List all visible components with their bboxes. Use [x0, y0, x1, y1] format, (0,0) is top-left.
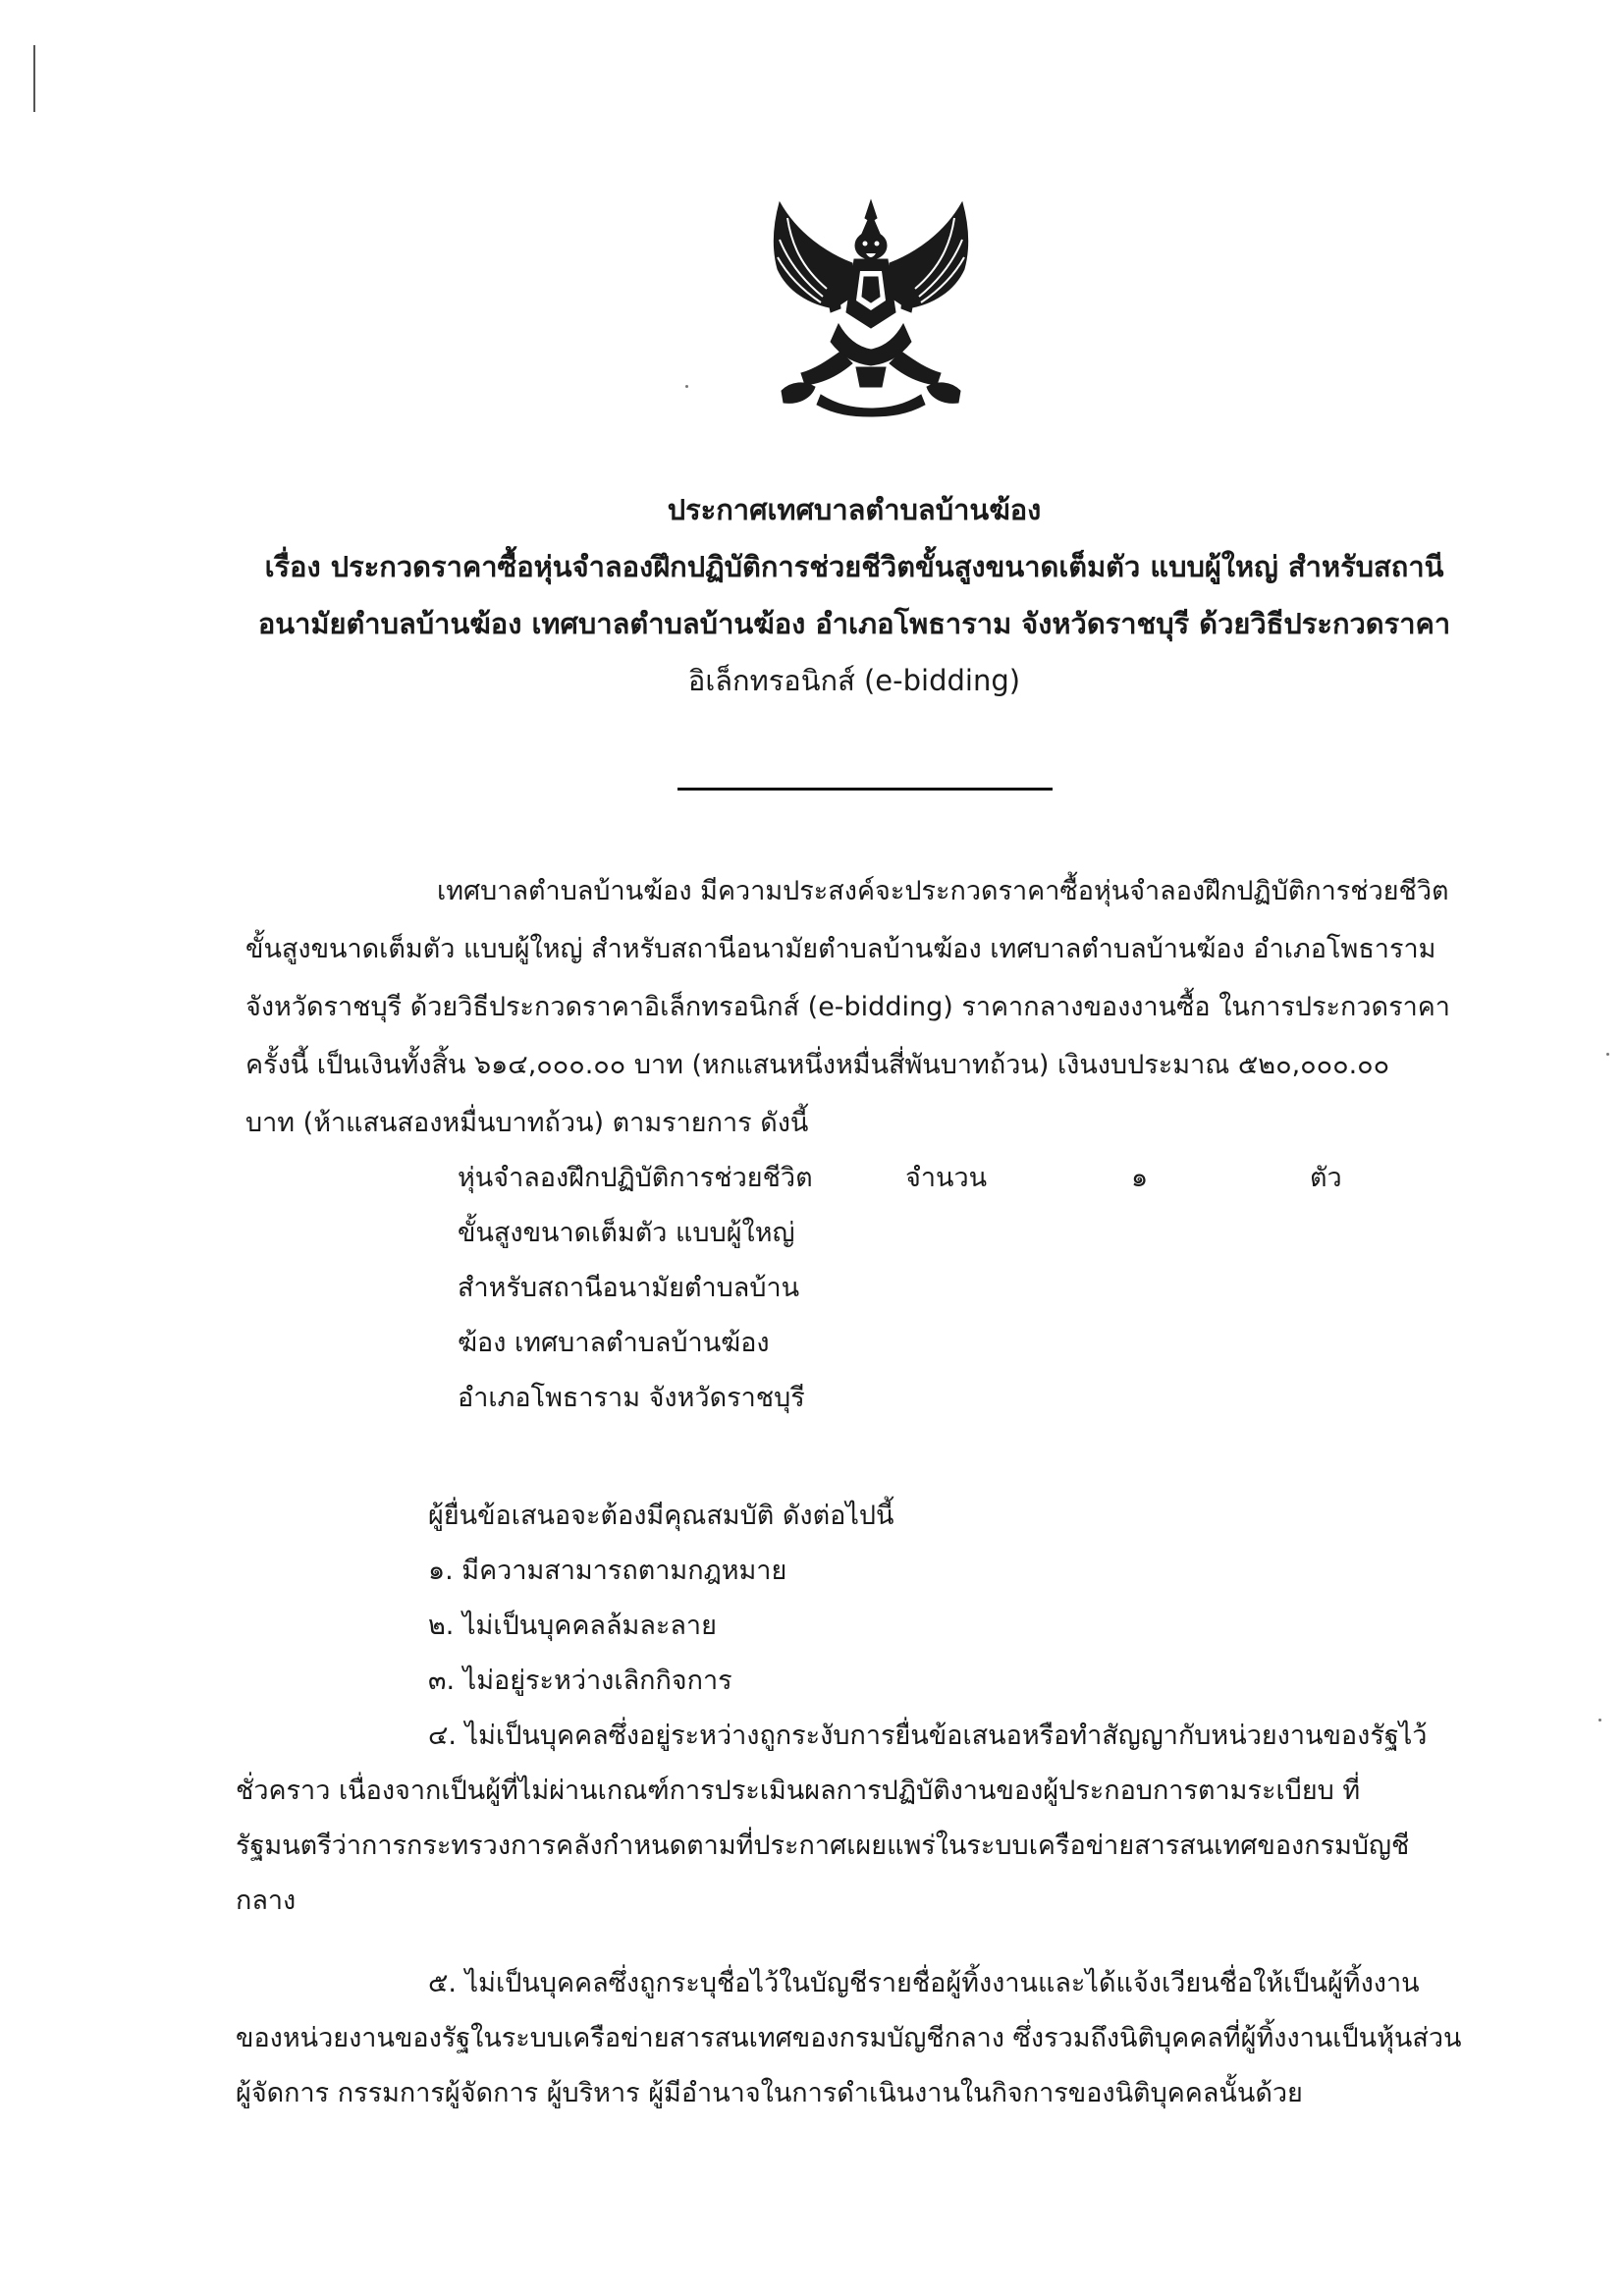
header-divider [677, 788, 1053, 791]
intro-line: ครั้งนี้ เป็นเงินทั้งสิ้น ๖๑๔,๐๐๐.๐๐ บาท (หกแสนหนึ่งหมื่นสี่พันบาทถ้วน) เงินงบประมาณ ๕๒๐,๐๐๐.๐๐ [245, 1050, 1390, 1080]
qualifications-heading: ผู้ยื่นข้อเสนอจะต้องมีคุณสมบัติ ดังต่อไปนี้ [428, 1501, 894, 1531]
item-name-line: ขั้นสูงขนาดเต็มตัว แบบผู้ใหญ่ [458, 1218, 795, 1248]
qualification-item: ๕. ไม่เป็นบุคคลซึ่งถูกระบุชื่อไว้ในบัญชีรายชื่อผู้ทิ้งงานและได้แจ้งเวียนชื่อให้เป็นผู้ทิ้งงาน [428, 1968, 1420, 1998]
announcement-subject-line-1 [245, 538, 1463, 595]
announcement-header [245, 481, 1463, 709]
subject-text: ประกวดราคาซื้อหุ่นจำลองฝึกปฏิบัติการช่วยชีวิตขั้นสูงขนาดเต็มตัว แบบผู้ใหญ่ สำหรับสถานี [330, 550, 1444, 583]
intro-line: เทศบาลตำบลบ้านฆ้อง มีความประสงค์จะประกวดราคาซื้อหุ่นจำลองฝึกปฏิบัติการช่วยชีวิต [437, 876, 1449, 906]
quantity-value: ๑ [1131, 1163, 1149, 1193]
qualification-item-continued: รัฐมนตรีว่าการกระทรวงการคลังกำหนดตามที่ประกาศเผยแพร่ในระบบเครือข่ายสารสนเทศของกรมบัญชี [236, 1831, 1410, 1861]
garuda-emblem-icon [758, 194, 984, 418]
qualification-item: ๔. ไม่เป็นบุคคลซึ่งอยู่ระหว่างถูกระงับการยื่นข้อเสนอหรือทำสัญญากับหน่วยงานของรัฐไว้ [428, 1721, 1428, 1751]
intro-line: บาท (ห้าแสนสองหมื่นบาทถ้วน) ตามรายการ ดังนี้ [245, 1108, 809, 1138]
item-name-line: ฆ้อง เทศบาลตำบลบ้านฆ้อง [458, 1328, 770, 1358]
announcement-subject-line-2: อนามัยตำบลบ้านฆ้อง เทศบาลตำบลบ้านฆ้อง อำเภอโพธาราม จังหวัดราชบุรี ด้วยวิธีประกวดราคา [257, 607, 1451, 640]
announcement-subject-line-3: อิเล็กทรอนิกส์ (e-bidding) [687, 664, 1021, 697]
qualifications-section [236, 1489, 1473, 2121]
intro-paragraph [245, 862, 1463, 1152]
quantity-unit: ตัว [1310, 1163, 1342, 1193]
intro-line: จังหวัดราชบุรี ด้วยวิธีประกวดราคาอิเล็กทรอนิกส์ (e-bidding) ราคากลางของงานซื้อ ในการประกวดราคา [245, 992, 1450, 1022]
item-name-line: อำเภอโพธาราม จังหวัดราชบุรี [458, 1383, 805, 1413]
qualification-item: ๓. ไม่อยู่ระหว่างเลิกกิจการ [428, 1666, 732, 1696]
qualification-item: ๒. ไม่เป็นบุคคลล้มละลาย [428, 1611, 717, 1641]
scan-speck [685, 385, 688, 388]
item-list [458, 1151, 1439, 1426]
qualification-item-continued: ผู้จัดการ กรรมการผู้จัดการ ผู้บริหาร ผู้มีอำนาจในการดำเนินงานในกิจการของนิติบุคคลนั้นด้วย [236, 2078, 1303, 2108]
qualification-item-continued: ชั่วคราว เนื่องจากเป็นผู้ที่ไม่ผ่านเกณฑ์การประเมินผลการปฏิบัติงานของผู้ประกอบการตามระเบียบ ที่ [236, 1776, 1361, 1806]
scan-edge-mark [33, 45, 35, 112]
item-name-line: หุ่นจำลองฝึกปฏิบัติการช่วยชีวิต [458, 1163, 813, 1193]
announcement-title: ประกาศเทศบาลตำบลบ้านฆ้อง [667, 493, 1042, 526]
item-name-line: สำหรับสถานีอนามัยตำบลบ้าน [458, 1273, 800, 1303]
intro-line: ขั้นสูงขนาดเต็มตัว แบบผู้ใหญ่ สำหรับสถานีอนามัยตำบลบ้านฆ้อง เทศบาลตำบลบ้านฆ้อง อำเภอโพธาราม [245, 934, 1436, 964]
qualification-item: ๑. มีความสามารถตามกฎหมาย [428, 1556, 787, 1586]
scan-speck [1606, 1053, 1609, 1056]
item-row [458, 1151, 1439, 1206]
subject-label: เรื่อง [264, 550, 321, 583]
scan-speck [1598, 1719, 1601, 1722]
quantity-label: จำนวน [905, 1163, 988, 1193]
qualification-item-continued: ของหน่วยงานของรัฐในระบบเครือข่ายสารสนเทศของกรมบัญชีกลาง ซึ่งรวมถึงนิติบุคคลที่ผู้ทิ้งงานเป็นหุ้นส่วน [236, 2023, 1462, 2053]
qualification-item-continued: กลาง [236, 1886, 297, 1916]
paragraph-gap [236, 1929, 1473, 1956]
